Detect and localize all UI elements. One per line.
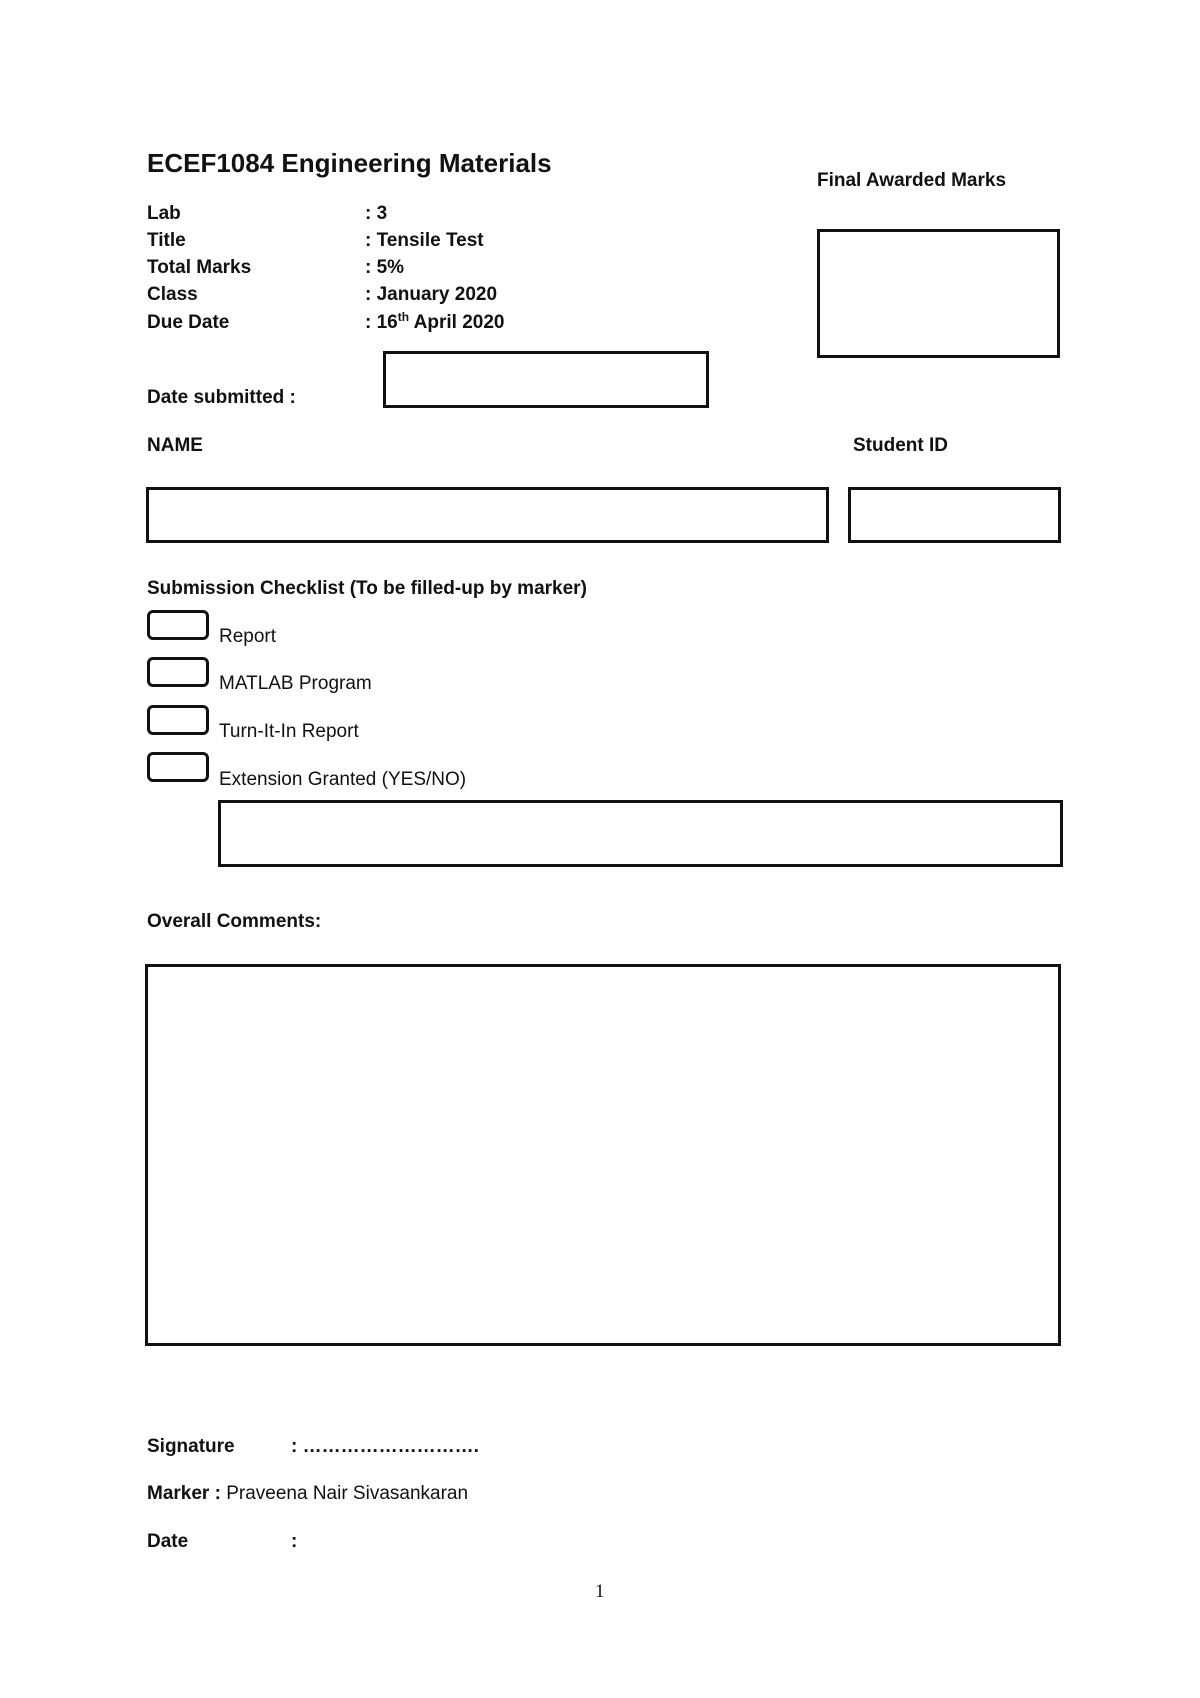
- name-field[interactable]: [146, 487, 829, 543]
- date-value: :: [291, 1531, 298, 1552]
- marker-line: [147, 1483, 468, 1505]
- class-value: : January 2020: [365, 284, 498, 305]
- extension-details-field[interactable]: [218, 800, 1063, 867]
- title-label: Title: [147, 230, 186, 251]
- checkbox-report[interactable]: [147, 610, 209, 640]
- checklist-item-extension-granted: Extension Granted (YES/NO): [219, 769, 467, 790]
- page-number: 1: [595, 1581, 605, 1602]
- date-label: Date: [147, 1531, 189, 1552]
- signature-line: : ……………………….: [291, 1436, 479, 1457]
- date-submitted-label: Date submitted :: [147, 387, 296, 408]
- marker-label: Marker :: [147, 1483, 221, 1504]
- date-submitted-field[interactable]: [383, 351, 709, 408]
- final-marks-label: Final Awarded Marks: [817, 170, 1007, 191]
- checklist-item-matlab-program: MATLAB Program: [219, 673, 372, 694]
- marker-name: Praveena Nair Sivasankaran: [220, 1483, 469, 1504]
- checkbox-turnitin-report[interactable]: [147, 705, 209, 735]
- total-marks-label: Total Marks: [147, 257, 252, 278]
- due-date-ordinal: th: [397, 310, 410, 324]
- checklist-item-report: Report: [219, 626, 277, 647]
- checkbox-matlab-program[interactable]: [147, 657, 209, 687]
- class-label: Class: [147, 284, 198, 305]
- due-date-label: Due Date: [147, 312, 230, 333]
- due-date-day: : 16: [365, 312, 398, 333]
- due-date-month-year: April 2020: [409, 312, 505, 333]
- final-marks-box[interactable]: [817, 229, 1060, 358]
- student-id-field[interactable]: [848, 487, 1061, 543]
- checklist-item-turnitin-report: Turn-It-In Report: [219, 721, 359, 742]
- overall-comments-field[interactable]: [145, 964, 1061, 1346]
- name-label: NAME: [147, 435, 203, 456]
- checkbox-extension-granted[interactable]: [147, 752, 209, 782]
- checklist-heading: Submission Checklist (To be filled-up by marker): [147, 578, 587, 599]
- signature-label: Signature: [147, 1436, 235, 1457]
- total-marks-value: : 5%: [365, 257, 405, 278]
- lab-label: Lab: [147, 203, 181, 224]
- due-date-value: [365, 312, 504, 334]
- document-title: ECEF1084 Engineering Materials: [147, 148, 552, 178]
- title-value: : Tensile Test: [365, 230, 484, 251]
- lab-value: : 3: [365, 203, 388, 224]
- overall-comments-label: Overall Comments:: [147, 911, 322, 932]
- student-id-label: Student ID: [853, 435, 948, 456]
